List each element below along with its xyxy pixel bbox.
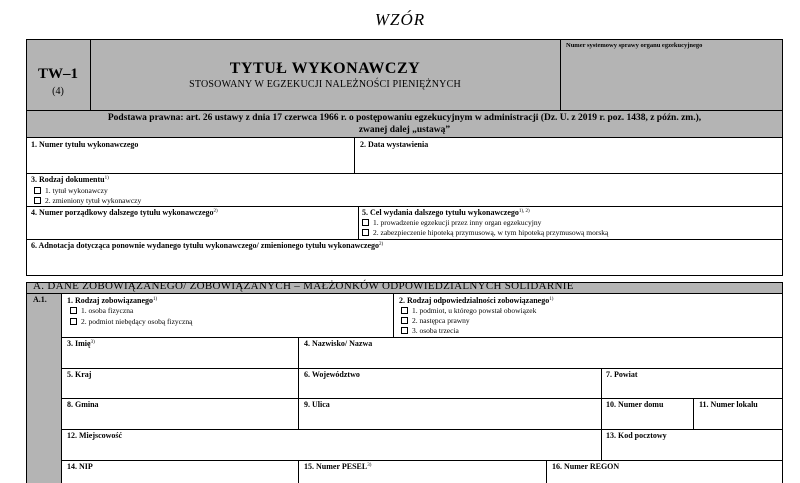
form-version: (4) — [52, 86, 64, 97]
a10-label: 10. Numer domu — [606, 400, 664, 409]
voivodeship-input[interactable] — [300, 380, 600, 397]
nip-input[interactable] — [63, 472, 297, 483]
a8-label: 8. Gmina — [67, 400, 99, 409]
checkbox[interactable] — [401, 327, 408, 334]
obligor-type-option-2[interactable]: 2. podmiot niebędący osobą fizyczną — [70, 317, 192, 326]
purpose-option-1[interactable]: 1. prowadzenie egzekucji przez inny organ egzekucyjny — [362, 218, 541, 227]
row-label-a1: A.1. — [33, 295, 47, 304]
a13-label: 13. Kod pocztowy — [606, 431, 667, 440]
street-input[interactable] — [300, 410, 600, 428]
liability-option-3[interactable]: 3. osoba trzecia — [401, 326, 459, 335]
form-subtitle: STOSOWANY W EGZEKUCJI NALEŻNOŚCI PIENIĘŻNYCH — [189, 79, 461, 90]
case-number-field[interactable] — [562, 52, 782, 110]
purpose-option-2[interactable]: 2. zabezpieczenie hipoteką przymusową, w tym hipoteką przymusową morską — [362, 228, 608, 237]
checkbox[interactable] — [70, 318, 77, 325]
apartment-number-input[interactable] — [695, 410, 782, 428]
issue-date-input[interactable] — [356, 150, 781, 172]
obligor-type-option-1[interactable]: 1. osoba fizyczna — [70, 306, 133, 315]
a12-label: 12. Miejscowość — [67, 431, 123, 440]
a9-label: 9. Ulica — [304, 400, 330, 409]
checkbox[interactable] — [362, 229, 369, 236]
house-number-input[interactable] — [603, 410, 692, 428]
county-input[interactable] — [603, 380, 782, 397]
field-6-label: 6. Adnotacja dotycząca ponownie wydanego tytułu wykonawczego/ zmienionego tytułu wykonawczego$^{2)}$ — [31, 241, 384, 250]
field-3-label: 3. Rodzaj dokumentu$^{1)}$ — [31, 175, 109, 184]
regon-input[interactable] — [548, 472, 782, 483]
checkbox[interactable] — [362, 219, 369, 226]
first-name-input[interactable] — [63, 349, 297, 367]
a16-label: 16. Numer REGON — [552, 462, 620, 471]
checkbox[interactable] — [34, 197, 41, 204]
a3-label: 3. Imię$^{3)}$ — [67, 339, 95, 348]
liability-option-2[interactable]: 2. następca prawny — [401, 316, 470, 325]
field-1-label: 1. Numer tytułu wykonawczego — [31, 140, 139, 149]
annotation-input[interactable] — [28, 252, 781, 274]
sequence-number-input[interactable] — [28, 219, 356, 238]
legal-basis-line1: Podstawa prawna: art. 26 ustawy z dnia 17 czerwca 1966 r. o postępowaniu egzekucyjnym w administracji (Dz. U. z 2019 r. poz. 1438, z późn. zm.), — [107, 113, 702, 123]
watermark-heading: WZÓR — [374, 10, 426, 29]
a14-label: 14. NIP — [67, 462, 93, 471]
pesel-input[interactable] — [300, 472, 545, 483]
municipality-input[interactable] — [63, 410, 297, 428]
a6-label: 6. Województwo — [304, 370, 360, 379]
a2-label: 2. Rodzaj odpowiedzialności zobowiązanego$^{1)}$ — [399, 296, 554, 305]
checkbox[interactable] — [401, 307, 408, 314]
doc-type-option-2[interactable]: 2. zmieniony tytuł wykonawczy — [34, 196, 141, 205]
surname-input[interactable] — [300, 349, 782, 367]
a4-label: 4. Nazwisko/ Nazwa — [304, 339, 373, 348]
liability-option-1[interactable]: 1. podmiot, u którego powstał obowiązek — [401, 306, 536, 315]
case-number-label: Numer systemowy sprawy organu egzekucyjnego — [566, 42, 703, 49]
section-a-title: A. DANE ZOBOWIĄZANEGO/ ZOBOWIĄZANYCH – MAŁŻONKÓW ODPOWIEDZIALNYCH SOLIDARNIE — [33, 280, 574, 292]
a7-label: 7. Powiat — [606, 370, 638, 379]
field-4-label: 4. Numer porządkowy dalszego tytułu wykonawczego$^{2)}$ — [31, 208, 218, 217]
checkbox[interactable] — [34, 187, 41, 194]
checkbox[interactable] — [401, 317, 408, 324]
country-input[interactable] — [63, 380, 297, 397]
field-5-label: 5. Cel wydania dalszego tytułu wykonawczego$^{1), 2)}$ — [362, 208, 530, 217]
form-code: TW–1 — [37, 66, 78, 82]
title-number-input[interactable] — [28, 150, 352, 172]
a15-label: 15. Numer PESEL$^{3)}$ — [304, 462, 372, 471]
city-input[interactable] — [63, 441, 600, 459]
doc-type-option-1[interactable]: 1. tytuł wykonawczy — [34, 186, 108, 195]
a5-label: 5. Kraj — [67, 370, 92, 379]
postal-code-input[interactable] — [603, 441, 782, 459]
form-title: TYTUŁ WYKONAWCZY — [229, 60, 421, 77]
checkbox[interactable] — [70, 307, 77, 314]
field-2-label: 2. Data wystawienia — [360, 140, 429, 149]
a1-label: 1. Rodzaj zobowiązanego$^{1)}$ — [67, 296, 158, 305]
legal-basis-line2: zwanej dalej „ustawą” — [358, 125, 451, 135]
a11-label: 11. Numer lokalu — [699, 400, 758, 409]
